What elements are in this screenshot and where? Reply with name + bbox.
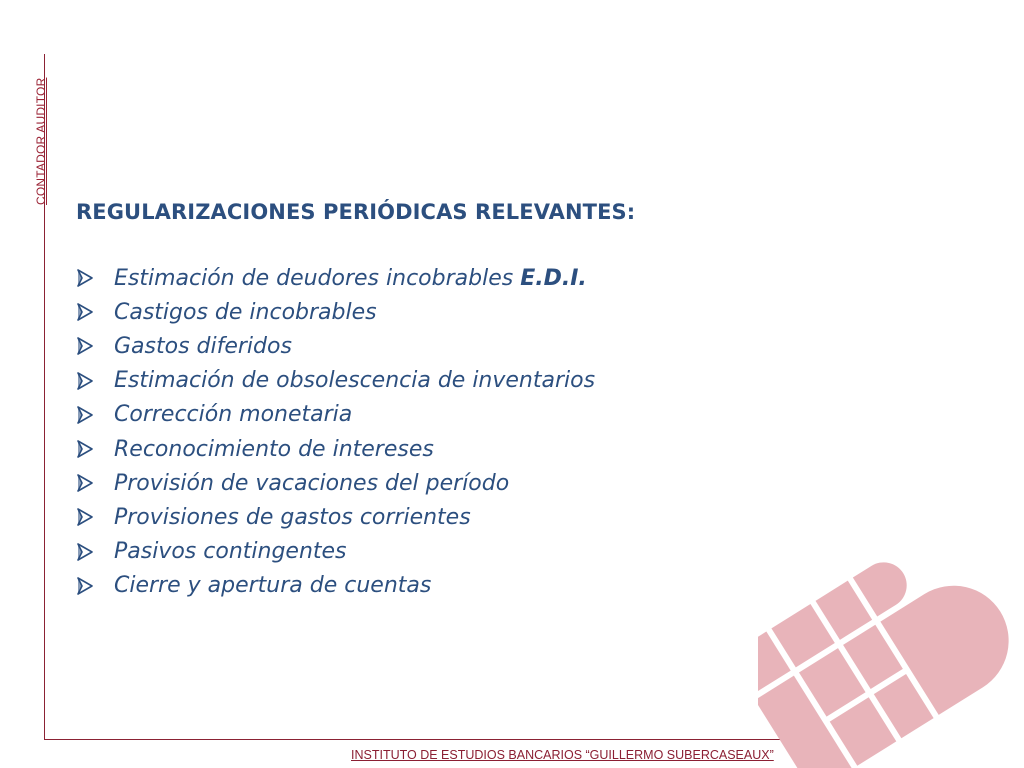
- list-item: [76, 569, 776, 603]
- arrowhead-bullet-icon: [76, 577, 114, 595]
- slide-content: [76, 196, 776, 603]
- list-item: [76, 261, 776, 295]
- institute-logo: [758, 528, 1024, 768]
- list-item-text: Pasivos contingentes: [114, 539, 347, 565]
- list-item-text: Provisión de vacaciones del período: [114, 470, 510, 496]
- arrowhead-bullet-icon: [76, 303, 114, 321]
- arrowhead-bullet-icon: [76, 406, 114, 424]
- list-item-text: Cierre y apertura de cuentas: [114, 573, 432, 599]
- arrowhead-bullet-icon: [76, 337, 114, 355]
- arrowhead-bullet-icon: [76, 269, 114, 287]
- slide-heading: REGULARIZACIONES PERIÓDICAS RELEVANTES:: [76, 200, 636, 224]
- arrowhead-bullet-icon: [76, 474, 114, 492]
- arrowhead-bullet-icon: [76, 372, 114, 390]
- list-item-text: Corrección monetaria: [114, 402, 353, 428]
- arrowhead-bullet-icon: [76, 543, 114, 561]
- list-item: [76, 535, 776, 569]
- arrowhead-bullet-icon: [76, 508, 114, 526]
- list-item: [76, 398, 776, 432]
- list-item: [76, 500, 776, 534]
- list-item-text: Reconocimiento de intereses: [114, 436, 434, 462]
- list-item-text: Estimación de obsolescencia de inventarios: [114, 368, 596, 394]
- list-item-text: Provisiones de gastos corrientes: [114, 504, 471, 530]
- list-item-text: Estimación de deudores incobrables: [114, 265, 514, 291]
- list-item-text: Gastos diferidos: [114, 333, 292, 359]
- footer-institute-name: INSTITUTO DE ESTUDIOS BANCARIOS “GUILLERMO SUBERCASEAUX”: [351, 748, 774, 762]
- list-item: [76, 432, 776, 466]
- list-item: [76, 466, 776, 500]
- side-label: CONTADOR AUDITOR: [34, 77, 48, 205]
- horizontal-rule: [44, 739, 796, 740]
- list-item: [76, 364, 776, 398]
- list-item-emphasis: E.D.I.: [520, 265, 587, 291]
- topic-list: [76, 261, 776, 603]
- list-item: [76, 329, 776, 363]
- list-item: [76, 295, 776, 329]
- list-item-text: Castigos de incobrables: [114, 299, 377, 325]
- arrowhead-bullet-icon: [76, 440, 114, 458]
